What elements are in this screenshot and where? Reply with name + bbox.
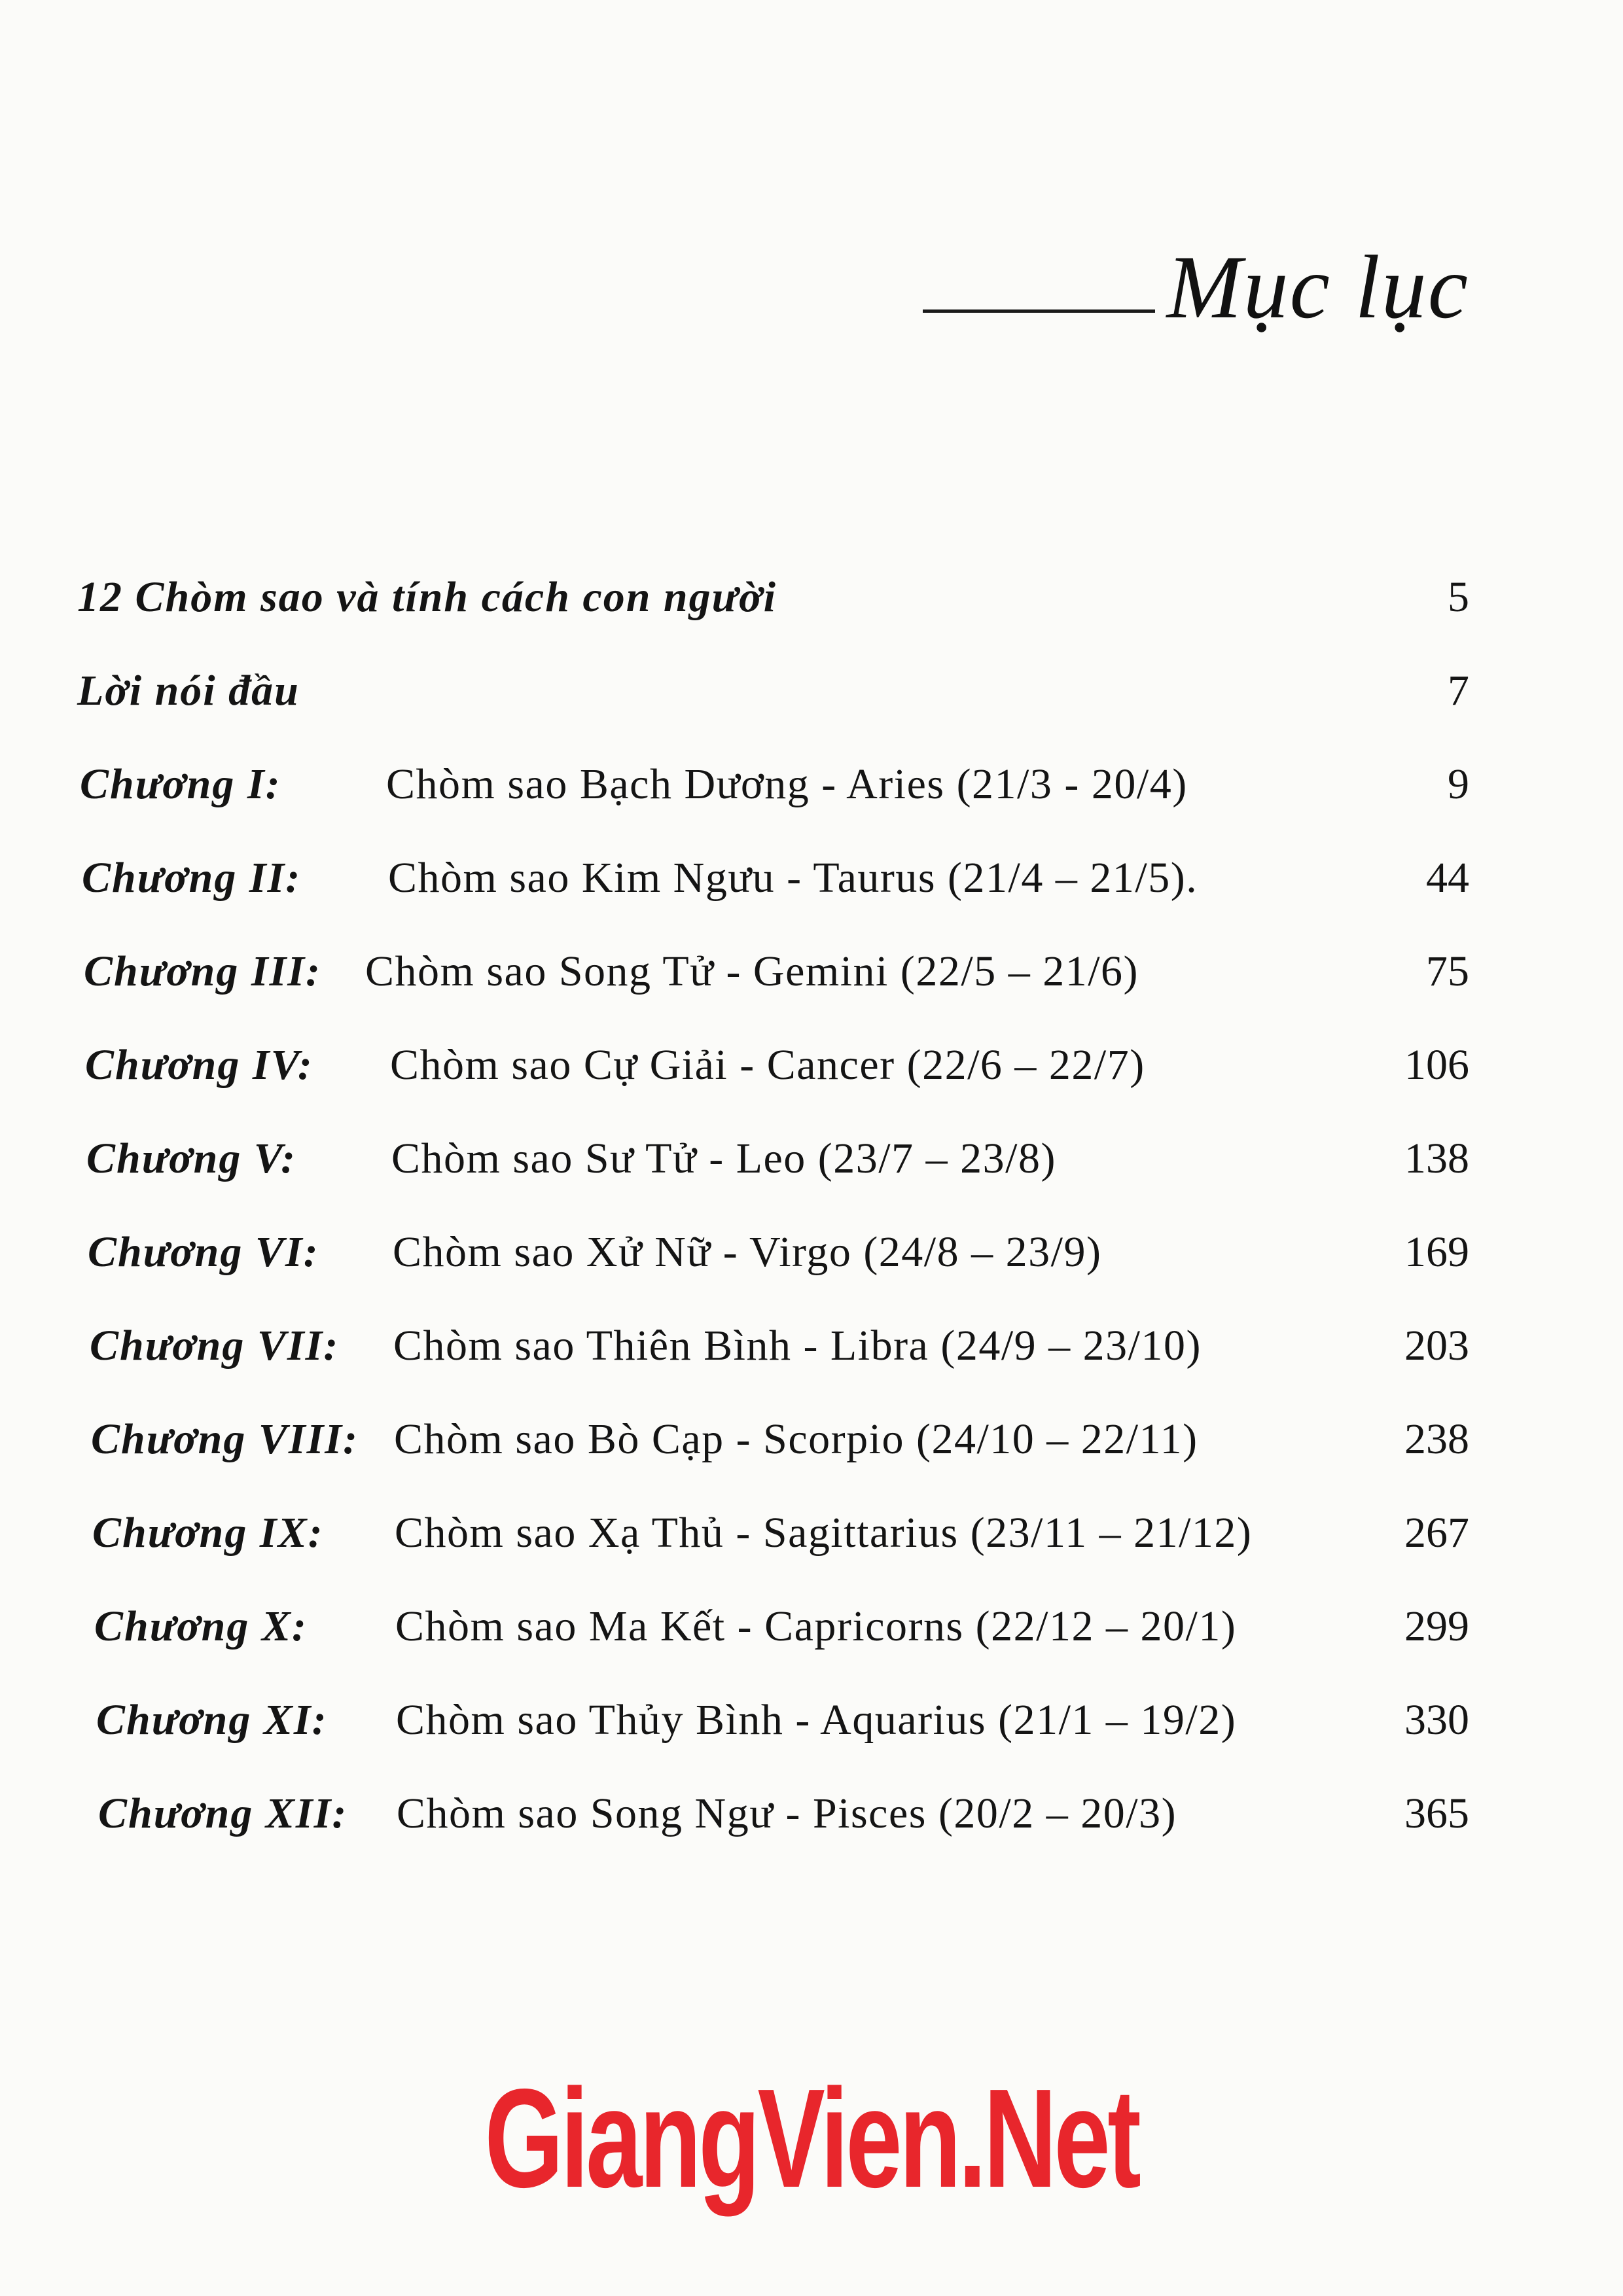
- toc-entry-label: Chương X:: [94, 1602, 308, 1650]
- toc-entry-label: Chương XII:: [98, 1790, 348, 1837]
- toc-entry-label: Chương I:: [80, 760, 281, 808]
- toc-entry-text: Chòm sao Bò Cạp - Scorpio (24/10 – 22/11): [394, 1415, 1198, 1463]
- toc-entry-page: 330: [1404, 1696, 1469, 1744]
- toc-entry: [0, 1218, 1623, 1283]
- toc-entry-label: Lời nói đầu: [77, 667, 300, 715]
- toc-entry-page: 238: [1404, 1415, 1469, 1463]
- title-rule: [923, 309, 1155, 313]
- toc-entry: [0, 843, 1623, 909]
- toc-entry: [0, 1686, 1623, 1751]
- toc-entry-text: Chòm sao Ma Kết - Capricorns (22/12 – 20/1): [395, 1602, 1237, 1650]
- toc-entry-page: 44: [1426, 854, 1469, 902]
- toc-entry-text: Chòm sao Kim Ngưu - Taurus (21/4 – 21/5).: [388, 854, 1198, 902]
- toc-entry: [0, 937, 1623, 1002]
- toc-entry: [0, 1592, 1623, 1657]
- toc-entry: [0, 1498, 1623, 1564]
- title-block: [923, 237, 1469, 337]
- toc-entry-page: 5: [1448, 573, 1469, 621]
- toc-entry-page: 203: [1404, 1322, 1469, 1369]
- page-title: Mục lục: [1166, 237, 1469, 337]
- watermark: GiangVien.Net: [484, 2059, 1139, 2217]
- toc-entry-label: Chương IV:: [85, 1041, 313, 1089]
- toc-entry: [0, 1124, 1623, 1190]
- toc-entry-text: Chòm sao Song Tử - Gemini (22/5 – 21/6): [365, 947, 1139, 995]
- toc-entry: [0, 750, 1623, 815]
- toc-entry: [0, 1405, 1623, 1470]
- toc-entry-page: 267: [1404, 1509, 1469, 1557]
- toc-entry-page: 299: [1404, 1602, 1469, 1650]
- toc-entry-label: Chương VIII:: [91, 1415, 359, 1463]
- toc-entry-label: 12 Chòm sao và tính cách con người: [77, 573, 777, 621]
- toc-entry-label: Chương II:: [82, 854, 302, 902]
- toc-entry: [0, 563, 1623, 628]
- toc-entry-page: 7: [1448, 667, 1469, 715]
- toc-entry-label: Chương V:: [86, 1135, 296, 1182]
- toc-entry: [0, 1311, 1623, 1377]
- toc-entry-page: 138: [1404, 1135, 1469, 1182]
- toc-entry-text: Chòm sao Thiên Bình - Libra (24/9 – 23/10): [393, 1322, 1202, 1369]
- toc-entry-text: Chòm sao Sư Tử - Leo (23/7 – 23/8): [391, 1135, 1056, 1182]
- toc-entry-label: Chương VII:: [90, 1322, 340, 1369]
- toc-entry-page: 169: [1404, 1228, 1469, 1276]
- toc-entry: [0, 656, 1623, 722]
- toc-entry-label: Chương VI:: [88, 1228, 319, 1276]
- toc-entry-text: Chòm sao Song Ngư - Pisces (20/2 – 20/3): [397, 1790, 1177, 1837]
- toc-entry: [0, 1779, 1623, 1845]
- toc-entry: [0, 1031, 1623, 1096]
- toc-entry-label: Chương III:: [84, 947, 321, 995]
- toc-entry-page: 365: [1404, 1790, 1469, 1837]
- toc-entry-page: 9: [1448, 760, 1469, 808]
- toc-entry-text: Chòm sao Xử Nữ - Virgo (24/8 – 23/9): [393, 1228, 1102, 1276]
- toc-entry-page: 75: [1426, 947, 1469, 995]
- toc-entry-text: Chòm sao Xạ Thủ - Sagittarius (23/11 – 21/12): [395, 1509, 1253, 1557]
- toc-entry-text: Chòm sao Thủy Bình - Aquarius (21/1 – 19/2): [396, 1696, 1237, 1744]
- toc-entry-label: Chương XI:: [96, 1696, 328, 1744]
- toc-entry-page: 106: [1404, 1041, 1469, 1089]
- toc-entry-text: Chòm sao Bạch Dương - Aries (21/3 - 20/4): [386, 760, 1188, 808]
- toc-entry-text: Chòm sao Cự Giải - Cancer (22/6 – 22/7): [390, 1041, 1145, 1089]
- toc-entry-label: Chương IX:: [92, 1509, 324, 1557]
